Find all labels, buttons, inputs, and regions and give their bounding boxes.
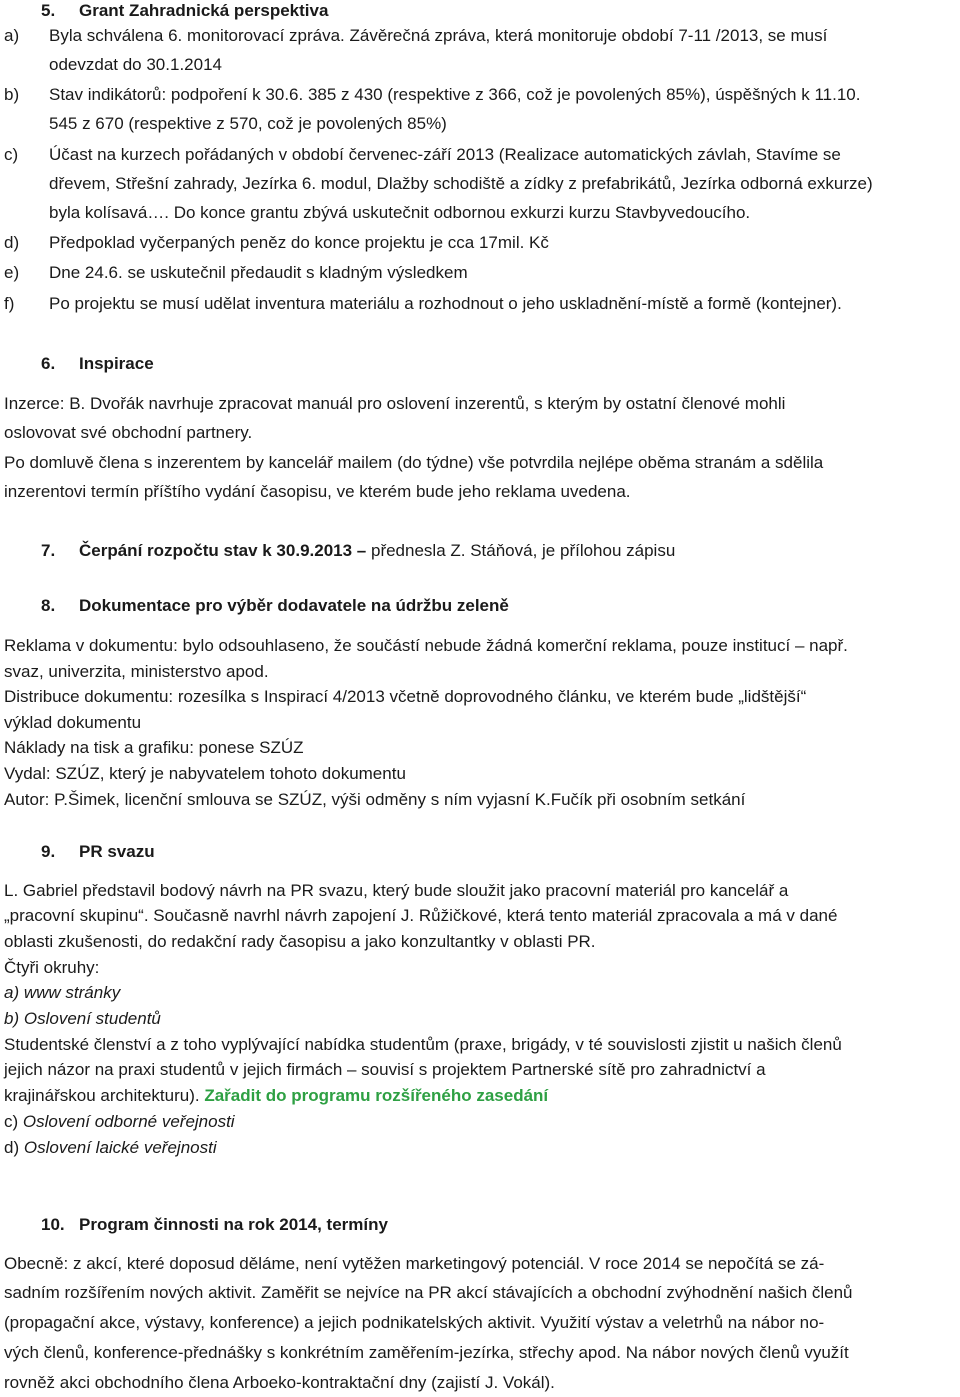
section-9-number: 9. [41,842,56,861]
item-f-line-1: Po projektu se musí udělat inventura materiálu a rozhodnout o jeho uskladnění-místě a formě (kontejner). [49,294,842,313]
item-a-line-2: odevzdat do 30.1.2014 [49,55,222,74]
section-8-number: 8. [41,596,56,615]
section-9-line-5: Studentské členství a z toho vyplývající nabídka studentům (praxe, brigády, v té souvislosti zjistit u našich členů [4,1035,842,1054]
section-8-line-6: Vydal: SZÚZ, který je nabyvatelem tohoto dokumentu [4,764,406,783]
section-9-line-1: L. Gabriel představil bodový návrh na PR svazu, který bude sloužit jako pracovní materiál pro kancelář a [4,881,789,900]
section-6-number: 6. [41,354,56,373]
item-b-label: b) [4,85,20,104]
section-10-line-3: (propagační akce, výstavy, konference) a jejich podnikatelských aktivit. Využití výstav a veletrhů na nábor no- [4,1313,825,1332]
section-9-item-d-text: Oslovení laické veřejnosti [23,1138,217,1157]
item-d-label: d) [4,233,20,252]
section-9-line-2: „pracovní skupinu“. Současně navrhl návrh zapojení J. Růžičkové, která tento materiál zpracovala a má v dané [4,906,838,925]
section-6-heading: Inspirace [79,354,154,373]
section-9-line-3: oblasti zkušenosti, do redakční rady časopisu a jako konzultantky v oblasti PR. [4,932,596,951]
item-d-line-1: Předpoklad vyčerpaných peněz do konce projektu je cca 17mil. Kč [49,233,549,252]
section-6-p1-line-1: Inzerce: B. Dvořák navrhuje zpracovat manuál pro oslovení inzerentů, s kterým by ostatní členové mohli [4,394,786,413]
section-8-line-1: Reklama v dokumentu: bylo odsouhlaseno, že součástí nebude žádná komerční reklama, pouze institucí – např. [4,636,848,655]
section-9-item-a-label: a) [4,983,20,1002]
section-5-heading: Grant Zahradnická perspektiva [79,1,329,20]
item-a-label: a) [4,26,20,45]
section-9-item-a-text: www stránky [23,983,121,1002]
item-f-label: f) [4,294,15,313]
section-9-item-d [4,1137,217,1159]
item-c-line-2: dřevem, Střešní zahrady, Jezírka 6. modul, Dlažby schodiště a zídky z prefabrikátů, Jezírka odborná exkurze) [49,174,873,193]
item-e-line-1: Dne 24.6. se uskutečnil předaudit s kladným výsledkem [49,263,468,282]
item-b-line-2: 545 z 670 (respektive z 570, což je povolených 85%) [49,114,447,133]
item-c-label: c) [4,145,19,164]
section-9-item-d-label: d) [4,1138,20,1157]
section-8-line-2: svaz, univerzita, ministerstvo apod. [4,662,269,681]
item-a-line-1: Byla schválena 6. monitorovací zpráva. Závěrečná zpráva, která monitoruje období 7-11 /2013, se musí [49,26,828,45]
section-6-p1-line-2: oslovovat své obchodní partnery. [4,423,253,442]
section-9-highlight: Zařadit do programu rozšířeného zasedání [204,1086,549,1105]
section-9-item-b-label: b) [4,1009,20,1028]
section-6-p2-line-2: inzerentovi termín příštího vydání časopisu, ve kterém bude jeho reklama uvedena. [4,482,631,501]
section-9-item-c-text: Oslovení odborné veřejnosti [22,1112,235,1131]
section-7-heading: Čerpání rozpočtu stav k 30.9.2013 [79,541,353,560]
section-7-number: 7. [41,541,56,560]
section-9-item-b [4,1008,161,1030]
section-9-item-a [4,982,120,1004]
item-c-line-3: byla kolísavá…. Do konce grantu zbývá uskutečnit odbornou exkurzi kurzu Stavbyvedoucího. [49,203,751,222]
section-9-line-4: Čtyři okruhy: [4,958,100,977]
section-7-line [79,540,675,562]
section-10-heading: Program činnosti na rok 2014, termíny [79,1215,388,1234]
section-9-heading: PR svazu [79,842,155,861]
section-9-item-c [4,1111,235,1133]
item-c-line-1: Účast na kurzech pořádaných v období červenec-září 2013 (Realizace automatických závlah, Stavíme se [49,145,841,164]
section-8-line-7: Autor: P.Šimek, licenční smlouva se SZÚZ, výši odměny s ním vyjasní K.Fučík při osobním setkání [4,790,746,809]
section-10-number: 10. [41,1215,65,1234]
section-8-line-4: výklad dokumentu [4,713,142,732]
section-8-heading: Dokumentace pro výběr dodavatele na údržbu zeleně [79,596,509,615]
section-9-line-7 [4,1085,548,1107]
section-8-line-5: Náklady na tisk a grafiku: ponese SZÚZ [4,738,304,757]
section-5-number: 5. [41,1,56,20]
section-9-item-b-text: Oslovení studentů [23,1009,161,1028]
section-6-p2-line-1: Po domluvě člena s inzerentem by kancelář mailem (do týdne) vše potvrdila nejlépe oběma stranám a sdělila [4,453,824,472]
section-7-dash: – [356,541,367,560]
section-10-line-4: vých členů, konference-přednášky s konkrétním zaměřením-jezírka, střechy apod. Na nábor nových členů využít [4,1343,849,1362]
section-9-line-7a: krajinářskou architekturu). [4,1086,205,1105]
section-9-line-6: jejich názor na praxi studentů v jejich firmách – souvisí s projektem Partnerské sítě pro zahradnictví a [4,1060,766,1079]
item-b-line-1: Stav indikátorů: podpoření k 30.6. 385 z 430 (respektive z 366, což je povolených 85%), úspěšných k 11.10. [49,85,861,104]
section-10-line-1: Obecně: z akcí, které doposud děláme, není vytěžen marketingový potenciál. V roce 2014 se nepočítá se zá- [4,1254,825,1273]
section-8-line-3: Distribuce dokumentu: rozesílka s Inspirací 4/2013 včetně doprovodného článku, ve kterém bude „lidštější“ [4,687,807,706]
section-10-line-5: rovněž akci obchodního člena Arboeko-kontraktační dny (zajistí J. Vokál). [4,1373,555,1392]
section-10-line-2: sadním rozšířením nových aktivit. Zaměřit se nejvíce na PR akcí stávajících a obchodní zvýhodnění našich členů [4,1283,853,1302]
section-9-item-c-label: c) [4,1112,19,1131]
item-e-label: e) [4,263,20,282]
section-7-rest: přednesla Z. Stáňová, je přílohou zápisu [366,541,676,560]
